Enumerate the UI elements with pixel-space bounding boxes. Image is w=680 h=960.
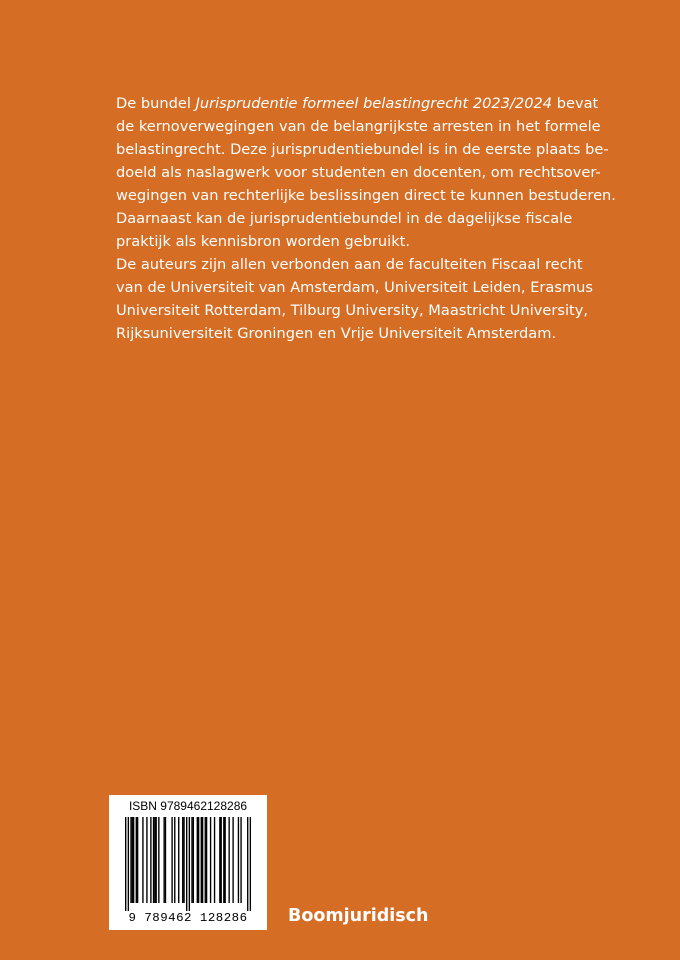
isbn-digits: 9 789462 128286 — [128, 911, 248, 925]
blurb-line: De auteurs zijn allen verbonden aan de faculteiten Fiscaal recht — [116, 256, 583, 273]
blurb-line: belastingrecht. Deze jurisprudentiebundel is in de eerste plaats be- — [116, 141, 609, 158]
barcode-bar — [232, 817, 233, 903]
blurb-line: praktijk als kennisbron worden gebruikt. — [116, 233, 411, 250]
blurb-text: bevat — [552, 95, 599, 112]
barcode-bar — [178, 817, 179, 903]
barcode-bar — [183, 817, 184, 903]
barcode-bar — [202, 817, 203, 903]
barcode-bar — [189, 817, 190, 911]
publisher-logo: Boomjuridisch — [288, 906, 429, 926]
blurb-line: doeld als naslagwerk voor studenten en docenten, om rechtsover- — [116, 164, 601, 181]
barcode-bar — [214, 817, 215, 903]
barcode-bar — [247, 817, 248, 911]
barcode-bar — [174, 817, 175, 903]
blurb-line: Universiteit Rotterdam, Tilburg University, Maastricht University, — [116, 302, 589, 319]
barcode-bar — [182, 817, 183, 903]
barcode-bar — [220, 817, 221, 903]
barcode-bar — [163, 817, 164, 903]
barcode-bar — [130, 817, 131, 903]
barcode-bar — [193, 817, 194, 903]
book-title-italic: Jurisprudentie formeel belastingrecht 2023/2024 — [195, 95, 553, 112]
barcode-bar — [205, 817, 206, 903]
isbn-label: ISBN 9789462128286 — [128, 799, 248, 813]
barcode-bar — [156, 817, 157, 903]
barcode-bar — [137, 817, 138, 903]
barcode-bar — [158, 817, 159, 903]
barcode-bar — [206, 817, 207, 903]
barcode-bar — [142, 817, 143, 903]
blurb-text: De bundel — [116, 95, 196, 112]
barcode-bar — [219, 817, 220, 903]
barcode-bars — [125, 817, 251, 911]
barcode-bar — [240, 817, 241, 903]
blurb-paragraph-2 — [116, 253, 594, 345]
blurb-paragraph-1 — [116, 92, 616, 253]
barcode-bar — [154, 817, 155, 903]
barcode-bar — [186, 817, 187, 911]
barcode-bar — [128, 817, 129, 911]
isbn-barcode — [109, 795, 267, 930]
barcode-bar — [201, 817, 202, 903]
blurb-line: wegingen van rechterlijke beslissingen direct te kunnen bestuderen. — [116, 187, 616, 204]
blurb-line: van de Universiteit van Amsterdam, Universiteit Leiden, Erasmus — [116, 279, 594, 296]
barcode-bar — [146, 817, 147, 903]
barcode-bar — [136, 817, 137, 903]
barcode-bar — [224, 817, 225, 903]
barcode-bar — [132, 817, 133, 903]
barcode-bar — [210, 817, 211, 903]
barcode-bar — [197, 817, 198, 903]
barcode-bar — [223, 817, 224, 903]
barcode-bar — [165, 817, 166, 903]
barcode-bar — [191, 817, 192, 903]
blurb-line: Rijksuniversiteit Groningen en Vrije Universiteit Amsterdam. — [116, 325, 557, 342]
blurb-line: Daarnaast kan de jurisprudentiebundel in de dagelijkse fiscale — [116, 210, 573, 227]
barcode-bar — [150, 817, 151, 903]
barcode-bar — [250, 817, 251, 911]
blurb-line: de kernoverwegingen van de belangrijkste arresten in het formele — [116, 118, 601, 135]
blurb-line — [116, 92, 599, 115]
barcode-bar — [153, 817, 154, 903]
barcode-bar — [228, 817, 229, 903]
barcode-bar — [125, 817, 126, 911]
barcode-bar — [171, 817, 172, 903]
barcode-bar — [238, 817, 239, 903]
barcode-bar — [198, 817, 199, 903]
barcode-bar — [133, 817, 134, 903]
